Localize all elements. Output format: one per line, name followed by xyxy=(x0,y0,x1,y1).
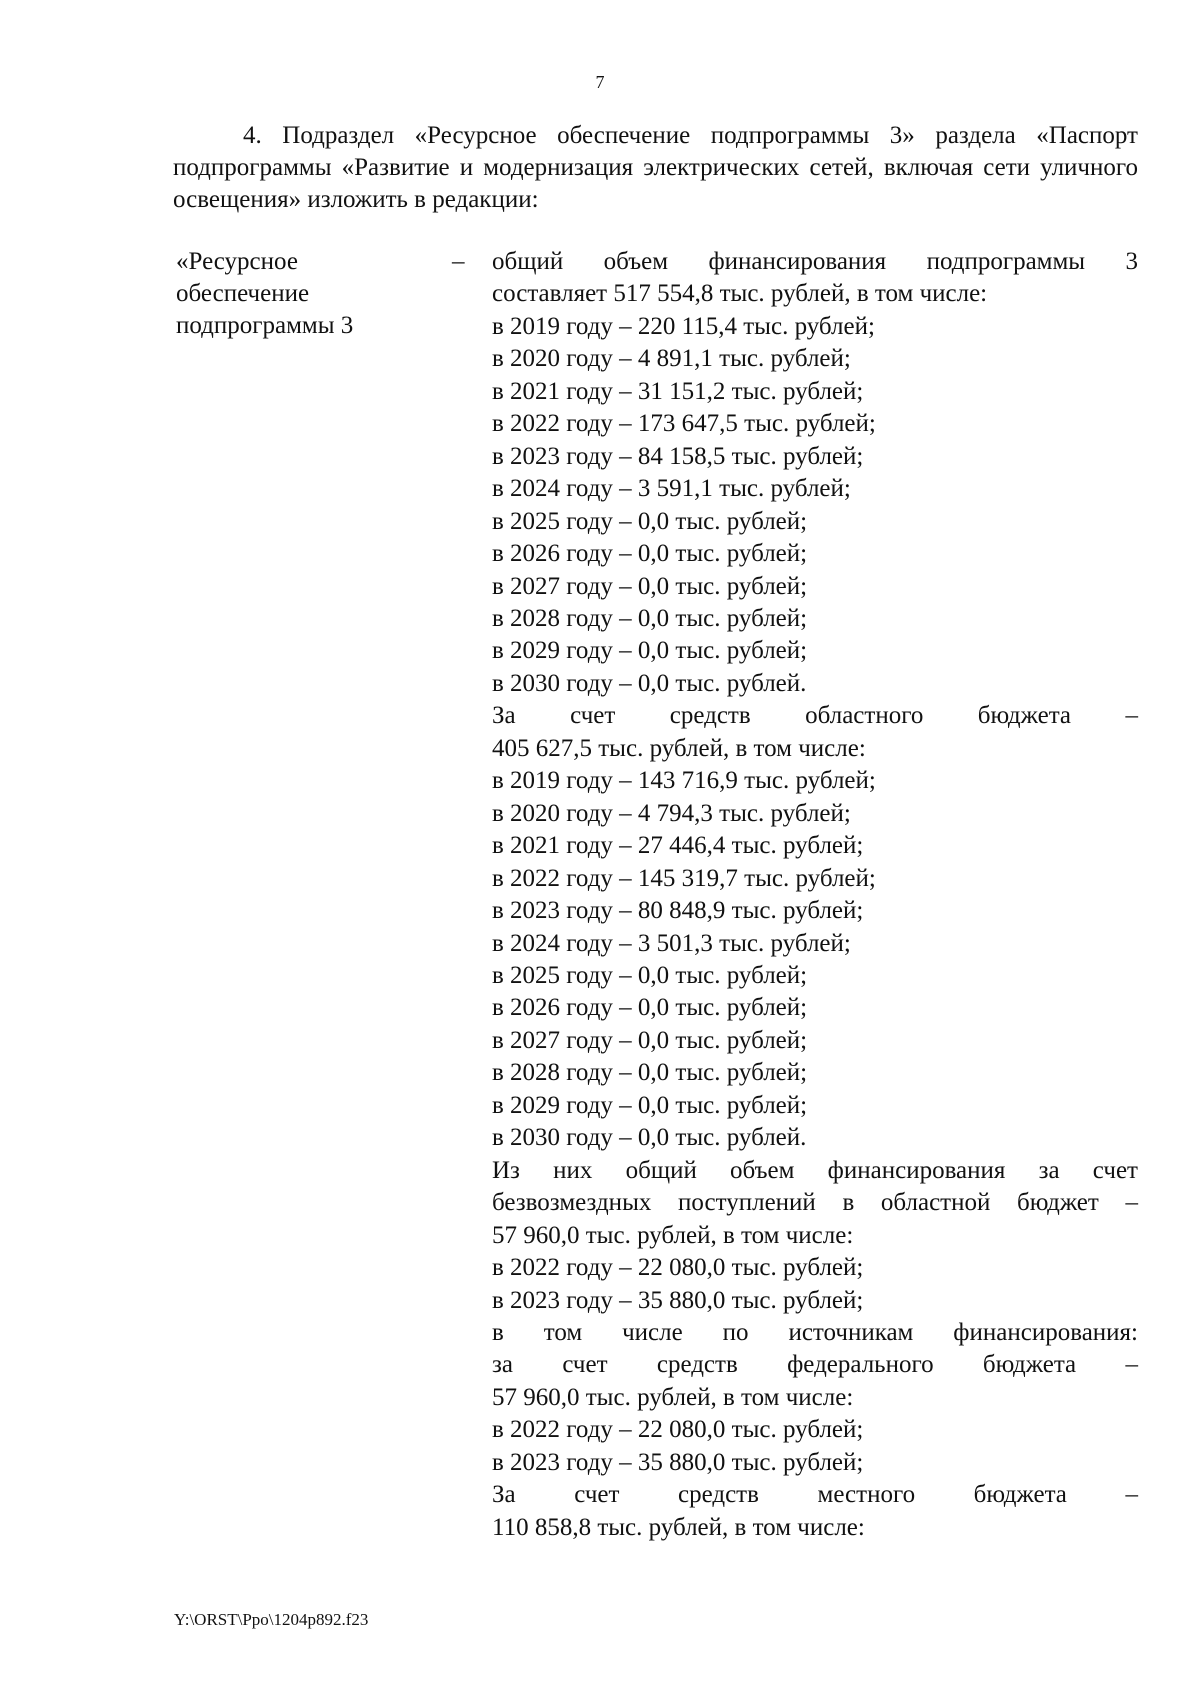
content-line: в 2025 году – 0,0 тыс. рублей; xyxy=(492,507,808,535)
content-line: в 2023 году – 84 158,5 тыс. рублей; xyxy=(492,442,864,470)
content-line: 57 960,0 тыс. рублей, в том числе: xyxy=(492,1221,854,1249)
intro-paragraph xyxy=(173,120,1138,216)
content-line: в том числе по источникам финансирования: xyxy=(492,1318,1138,1346)
content-line: в 2020 году – 4 794,3 тыс. рублей; xyxy=(492,799,851,827)
content-line: в 2030 году – 0,0 тыс. рублей. xyxy=(492,1124,807,1152)
passport-label xyxy=(176,246,426,342)
content-line: за счет средств федерального бюджета – xyxy=(492,1351,1138,1379)
content-line: в 2022 году – 173 647,5 тыс. рублей; xyxy=(492,410,876,438)
passport-label-line: подпрограммы 3 xyxy=(176,312,354,339)
content-line: в 2022 году – 22 080,0 тыс. рублей; xyxy=(492,1254,864,1282)
content-line: За счет средств областного бюджета – xyxy=(492,702,1138,730)
content-line: в 2023 году – 35 880,0 тыс. рублей; xyxy=(492,1286,864,1314)
content-line: в 2029 году – 0,0 тыс. рублей; xyxy=(492,637,808,665)
content-line: 110 858,8 тыс. рублей, в том числе: xyxy=(492,1513,865,1541)
content-line: в 2026 году – 0,0 тыс. рублей; xyxy=(492,540,808,568)
content-line: в 2023 году – 80 848,9 тыс. рублей; xyxy=(492,897,864,925)
content-line: в 2028 году – 0,0 тыс. рублей; xyxy=(492,1059,808,1087)
intro-line: 4. Подраздел «Ресурсное обеспечение подпрограммы 3» раздела xyxy=(243,122,1016,149)
content-line: в 2024 году – 3 501,3 тыс. рублей; xyxy=(492,929,851,957)
passport-label-line: обеспечение xyxy=(176,280,310,307)
intro-line: включая сети уличного освещения» изложить в редакции: xyxy=(173,154,1139,213)
content-line: безвозмездных поступлений в областной бюджет – xyxy=(492,1189,1138,1217)
content-line: в 2021 году – 31 151,2 тыс. рублей; xyxy=(492,377,864,405)
footer-file-path: Y:\ORST\Ppo\1204p892.f23 xyxy=(174,1610,369,1629)
content-line: в 2027 году – 0,0 тыс. рублей; xyxy=(492,1026,808,1054)
content-line: составляет 517 554,8 тыс. рублей, в том числе: xyxy=(492,280,988,308)
passport-label-line: «Ресурсное xyxy=(176,248,298,275)
intro-line: «Паспорт подпрограммы «Развитие и модернизация электрических сетей, xyxy=(173,122,1138,181)
passport-dash: – xyxy=(452,248,465,275)
content-line: в 2025 году – 0,0 тыс. рублей; xyxy=(492,961,808,989)
content-line: в 2022 году – 145 319,7 тыс. рублей; xyxy=(492,864,876,892)
content-line: Из них общий объем финансирования за счет xyxy=(492,1156,1138,1184)
content-line: 57 960,0 тыс. рублей, в том числе: xyxy=(492,1383,854,1411)
content-line: в 2020 году – 4 891,1 тыс. рублей; xyxy=(492,345,851,373)
content-line: 405 627,5 тыс. рублей, в том числе: xyxy=(492,734,866,762)
content-line: в 2026 году – 0,0 тыс. рублей; xyxy=(492,994,808,1022)
content-line: в 2027 году – 0,0 тыс. рублей; xyxy=(492,572,808,600)
content-line: За счет средств местного бюджета – xyxy=(492,1481,1138,1509)
content-line: в 2029 году – 0,0 тыс. рублей; xyxy=(492,1091,808,1119)
content-line: в 2022 году – 22 080,0 тыс. рублей; xyxy=(492,1416,864,1444)
content-line: в 2019 году – 220 115,4 тыс. рублей; xyxy=(492,312,875,340)
content-line: в 2021 году – 27 446,4 тыс. рублей; xyxy=(492,832,864,860)
content-line: в 2024 году – 3 591,1 тыс. рублей; xyxy=(492,475,851,503)
content-line: в 2030 году – 0,0 тыс. рублей. xyxy=(492,669,807,697)
content-line: общий объем финансирования подпрограммы 3 xyxy=(492,248,1138,275)
content-line: в 2019 году – 143 716,9 тыс. рублей; xyxy=(492,767,876,795)
content-line: в 2023 году – 35 880,0 тыс. рублей; xyxy=(492,1448,864,1476)
page-number: 7 xyxy=(595,72,605,92)
content-line: в 2028 году – 0,0 тыс. рублей; xyxy=(492,604,808,632)
passport-content xyxy=(492,246,1138,1544)
